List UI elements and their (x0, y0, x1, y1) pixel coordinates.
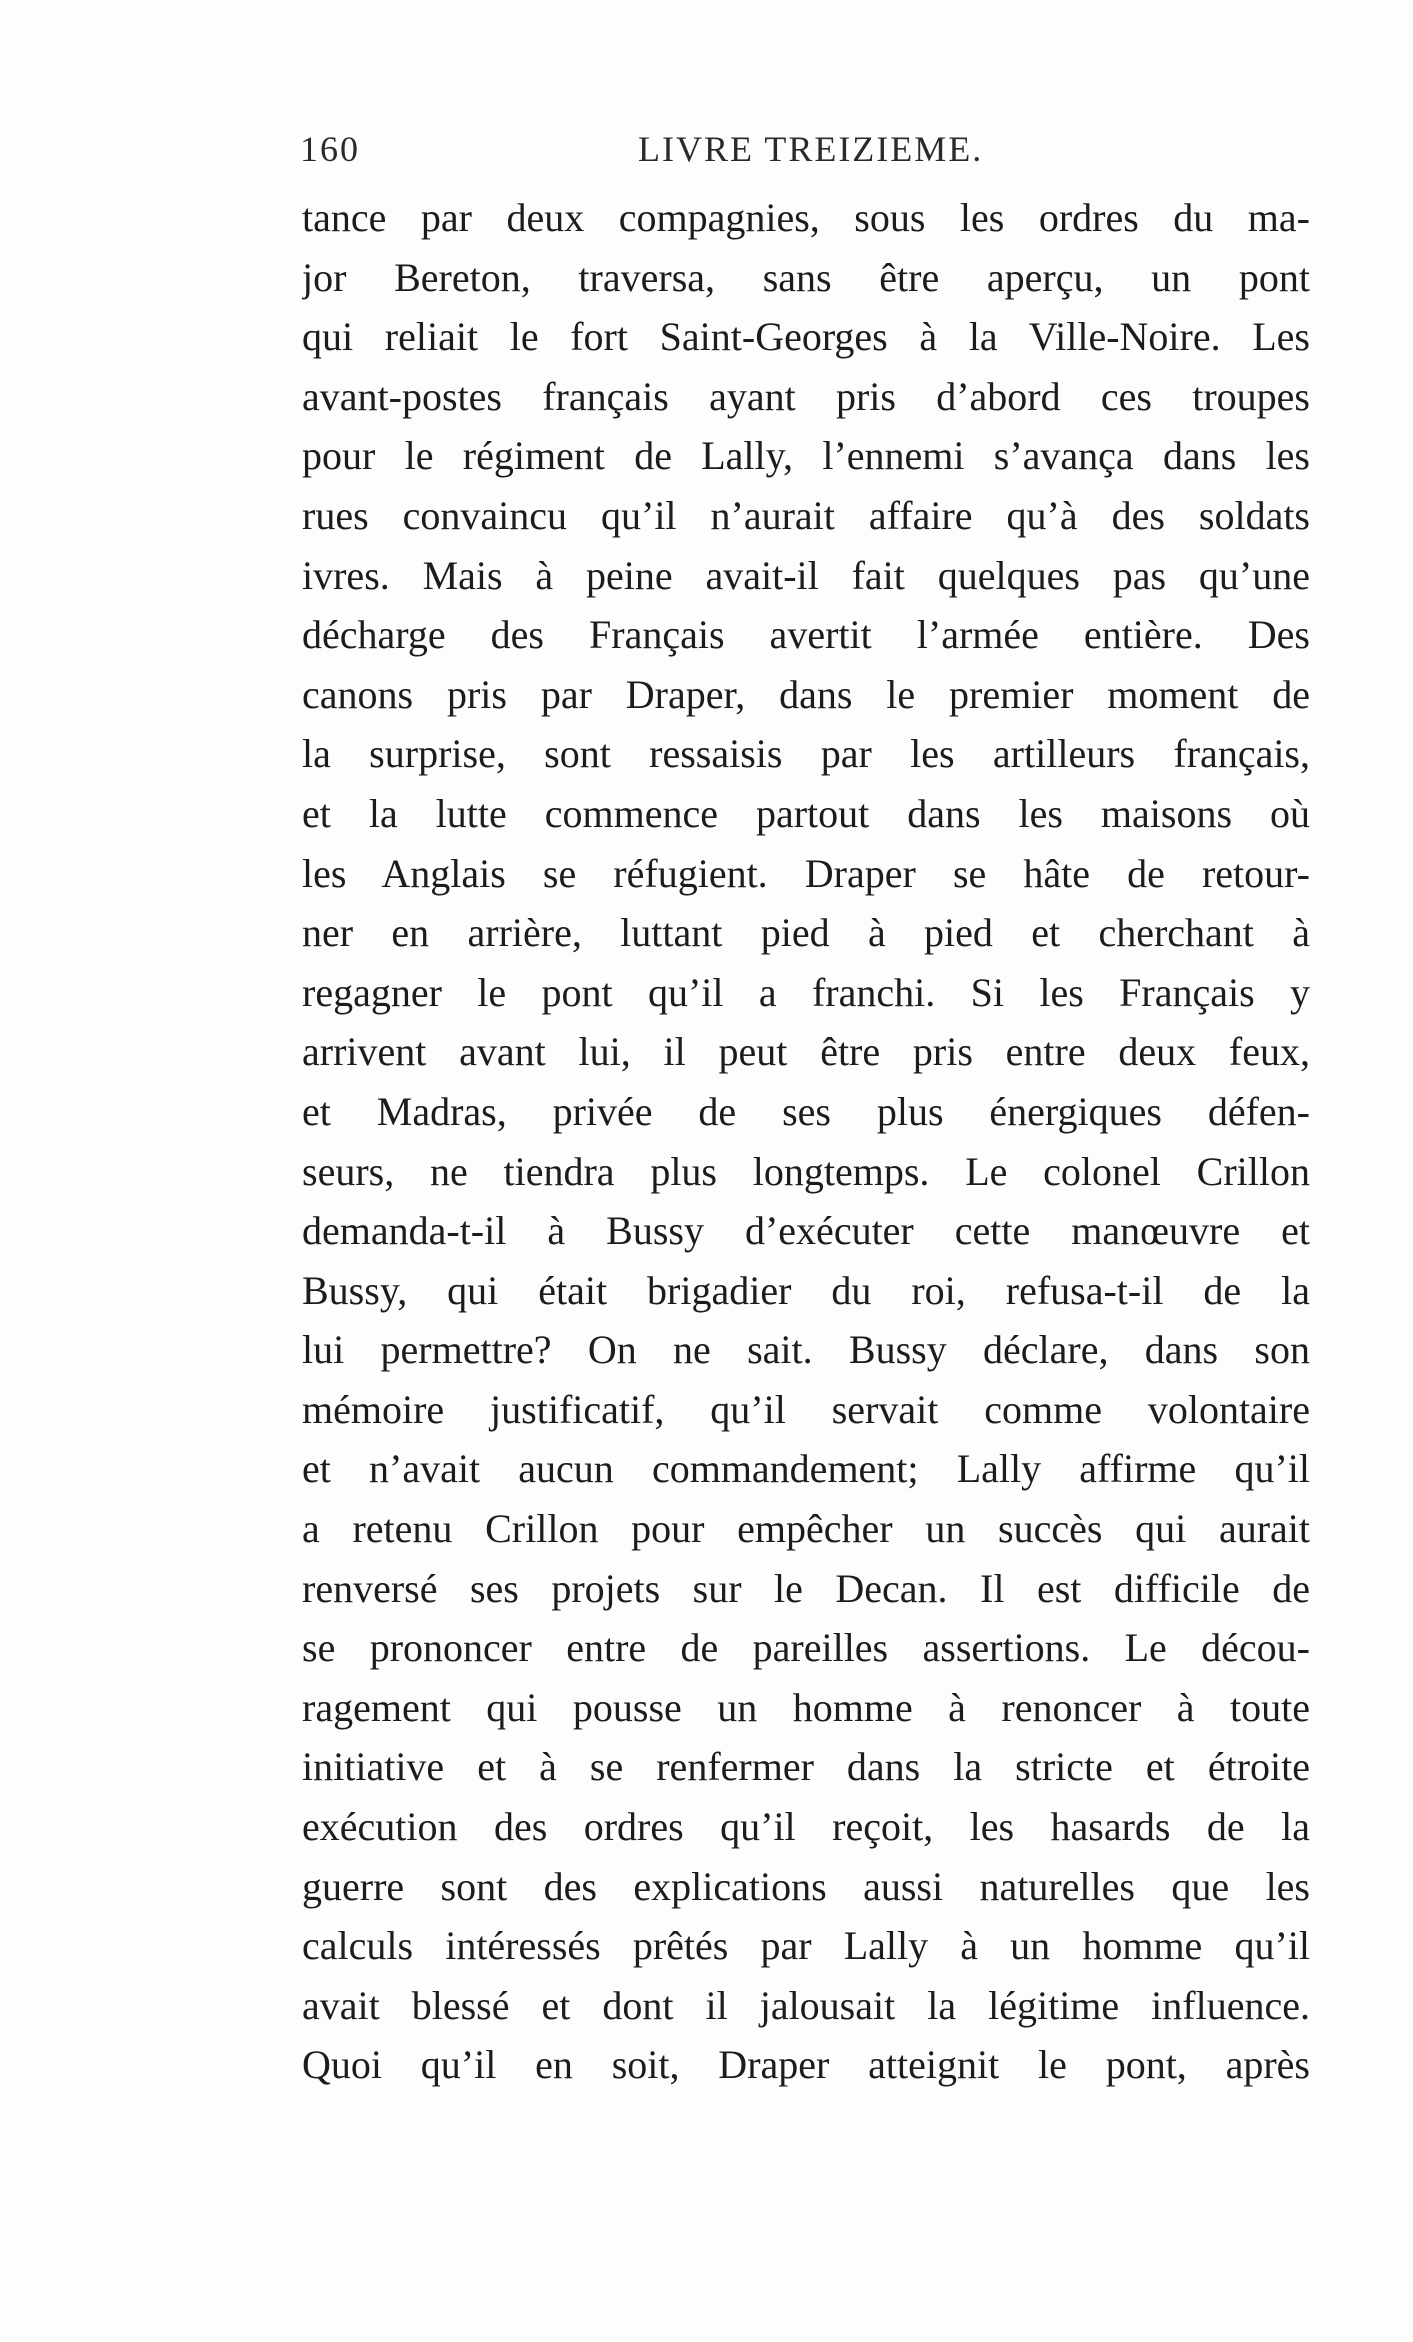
text-line: avait blessé et dont il jalousait la légitime influence. (302, 1982, 1310, 2028)
text-line: initiative et à se renfermer dans la stricte et étroite (302, 1744, 1310, 1790)
text-line: décharge des Français avertit l’armée entière. Des (302, 612, 1310, 658)
text-line: mémoire justificatif, qu’il servait comme volontaire (302, 1386, 1310, 1432)
text-line: ner en arrière, luttant pied à pied et cherchant à (302, 910, 1310, 956)
text-line: les Anglais se réfugient. Draper se hâte de retour- (302, 850, 1310, 896)
text-line: regagner le pont qu’il a franchi. Si les Français y (302, 969, 1310, 1015)
text-line: rues convaincu qu’il n’aurait affaire qu’à des soldats (302, 492, 1310, 538)
text-line: pour le régiment de Lally, l’ennemi s’avança dans les (302, 433, 1310, 479)
text-line: exécution des ordres qu’il reçoit, les hasards de la (302, 1804, 1310, 1850)
text-line: et n’avait aucun commandement; Lally affirme qu’il (302, 1446, 1310, 1492)
text-line: ivres. Mais à peine avait-il fait quelques pas qu’une (302, 552, 1310, 598)
text-line: guerre sont des explications aussi naturelles que les (302, 1863, 1310, 1909)
body-text (302, 188, 1310, 2095)
text-line: renversé ses projets sur le Decan. Il est difficile de (302, 1565, 1310, 1611)
text-line: la surprise, sont ressaisis par les artilleurs français, (302, 731, 1310, 777)
text-line: calculs intéressés prêtés par Lally à un homme qu’il (302, 1923, 1310, 1969)
text-line: et la lutte commence partout dans les maisons où (302, 790, 1310, 836)
text-line: Quoi qu’il en soit, Draper atteignit le pont, après (302, 2042, 1310, 2088)
text-line: a retenu Crillon pour empêcher un succès qui aurait (302, 1506, 1310, 1552)
text-line: arrivent avant lui, il peut être pris entre deux feux, (302, 1029, 1310, 1075)
text-line: canons pris par Draper, dans le premier moment de (302, 671, 1310, 717)
running-title: LIVRE TREIZIEME. (638, 129, 984, 169)
text-line: avant-postes français ayant pris d’abord ces troupes (302, 373, 1310, 419)
running-head (300, 128, 1310, 178)
text-line: Bussy, qui était brigadier du roi, refusa-t-il de la (302, 1267, 1310, 1313)
text-line: demanda-t-il à Bussy d’exécuter cette manœuvre et (302, 1208, 1310, 1254)
text-line: jor Bereton, traversa, sans être aperçu, un pont (302, 254, 1310, 300)
text-line: lui permettre? On ne sait. Bussy déclare, dans son (302, 1327, 1310, 1373)
page-number: 160 (300, 129, 360, 169)
text-line: se prononcer entre de pareilles assertions. Le décou- (302, 1625, 1310, 1671)
text-line: qui reliait le fort Saint-Georges à la Ville-Noire. Les (302, 314, 1310, 360)
text-line: ragement qui pousse un homme à renoncer à toute (302, 1684, 1310, 1730)
text-line: seurs, ne tiendra plus longtemps. Le colonel Crillon (302, 1148, 1310, 1194)
text-line: tance par deux compagnies, sous les ordres du ma- (302, 195, 1310, 240)
text-line: et Madras, privée de ses plus énergiques défen- (302, 1088, 1310, 1134)
